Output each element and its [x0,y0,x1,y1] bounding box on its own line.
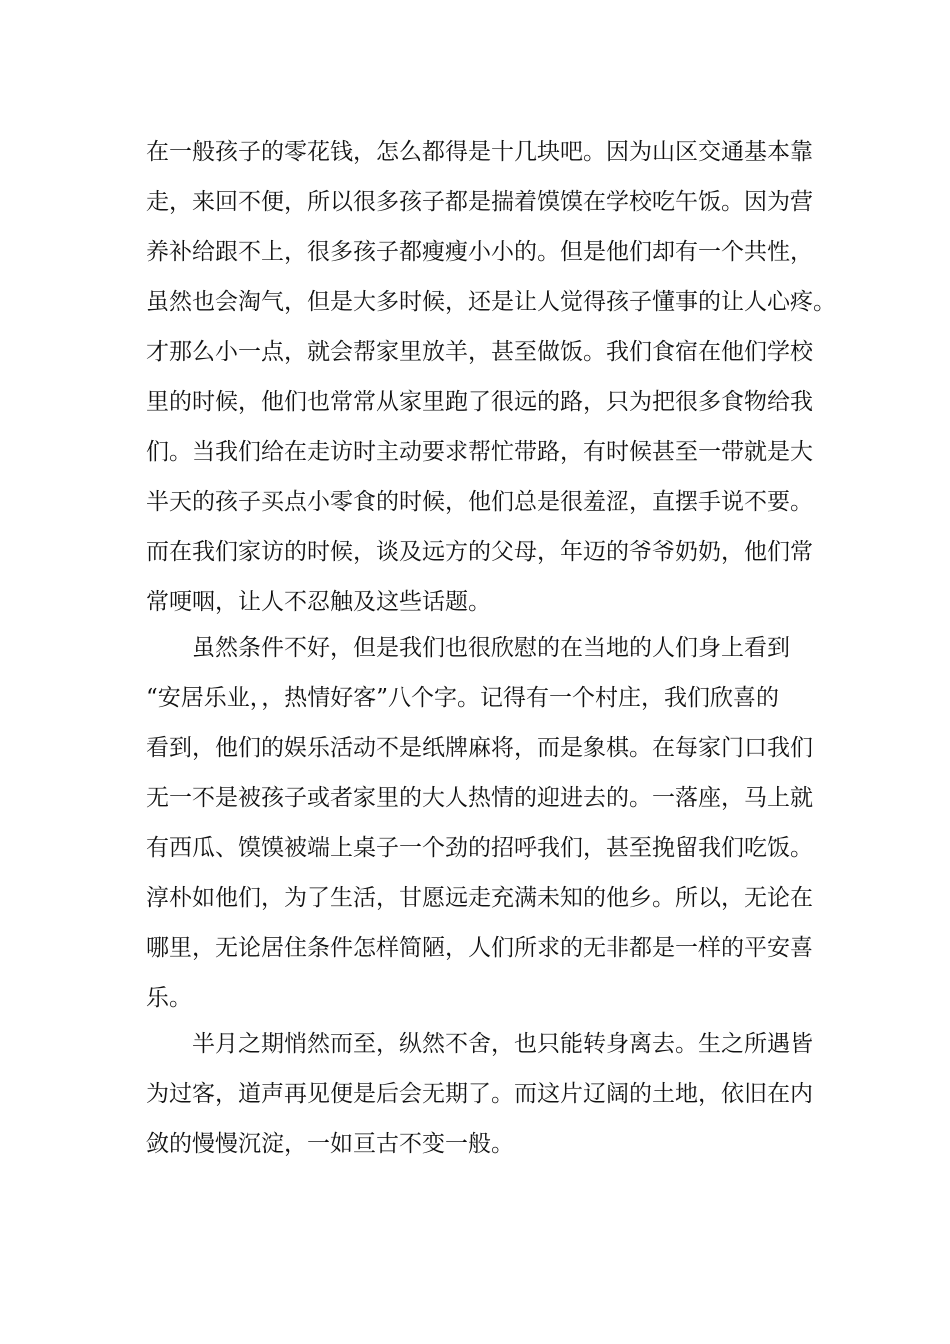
paragraph-line: 走，来回不便，所以很多孩子都是揣着馍馍在学校吃午饭。因为营 [146,189,813,215]
paragraph-line: 常哽咽，让人不忍触及这些话题。 [146,589,491,615]
paragraph-line: 半月之期悄然而至，纵然不舍，也只能转身离去。生之所遇皆 [192,1031,813,1057]
paragraph-line: 敛的慢慢沉淀，一如亘古不变一般。 [146,1131,514,1157]
paragraph-line: 而在我们家访的时候，谈及远方的父母，年迈的爷爷奶奶，他们常 [146,539,813,565]
paragraph-line: 虽然也会淘气，但是大多时候，还是让人觉得孩子懂事的让人心疼。 [146,289,836,315]
paragraph-line: 乐。 [146,985,192,1011]
paragraph-line: 们。当我们给在走访时主动要求帮忙带路，有时候甚至一带就是大 [146,439,813,465]
paragraph-line: 养补给跟不上，很多孩子都瘦瘦小小的。但是他们却有一个共性， [146,239,813,265]
paragraph-line: 虽然条件不好，但是我们也很欣慰的在当地的人们身上看到 [192,635,790,661]
paragraph-line: 半天的孩子买点小零食的时候，他们总是很羞涩，直摆手说不要。 [146,489,813,515]
paragraph-line: 在一般孩子的零花钱，怎么都得是十几块吧。因为山区交通基本靠 [146,139,813,165]
paragraph-line: 淳朴如他们，为了生活，甘愿远走充满未知的他乡。所以，无论在 [146,885,813,911]
paragraph-line: 才那么小一点，就会帮家里放羊，甚至做饭。我们食宿在他们学校 [146,339,813,365]
paragraph-line: 有西瓜、馍馍被端上桌子一个劲的招呼我们，甚至挽留我们吃饭。 [146,835,813,861]
paragraph-line: “安居乐业，，热情好客”八个字。记得有一个村庄，我们欣喜的 [146,685,780,711]
paragraph-line: 为过客，道声再见便是后会无期了。而这片辽阔的土地，依旧在内 [146,1081,813,1107]
paragraph-line: 无一不是被孩子或者家里的大人热情的迎进去的。一落座，马上就 [146,785,813,811]
paragraph-line: 里的时候，他们也常常从家里跑了很远的路，只为把很多食物给我 [146,389,813,415]
paragraph-line: 哪里，无论居住条件怎样简陋，人们所求的无非都是一样的平安喜 [146,935,813,961]
paragraph-line: 看到，他们的娱乐活动不是纸牌麻将，而是象棋。在每家门口我们 [146,735,813,761]
